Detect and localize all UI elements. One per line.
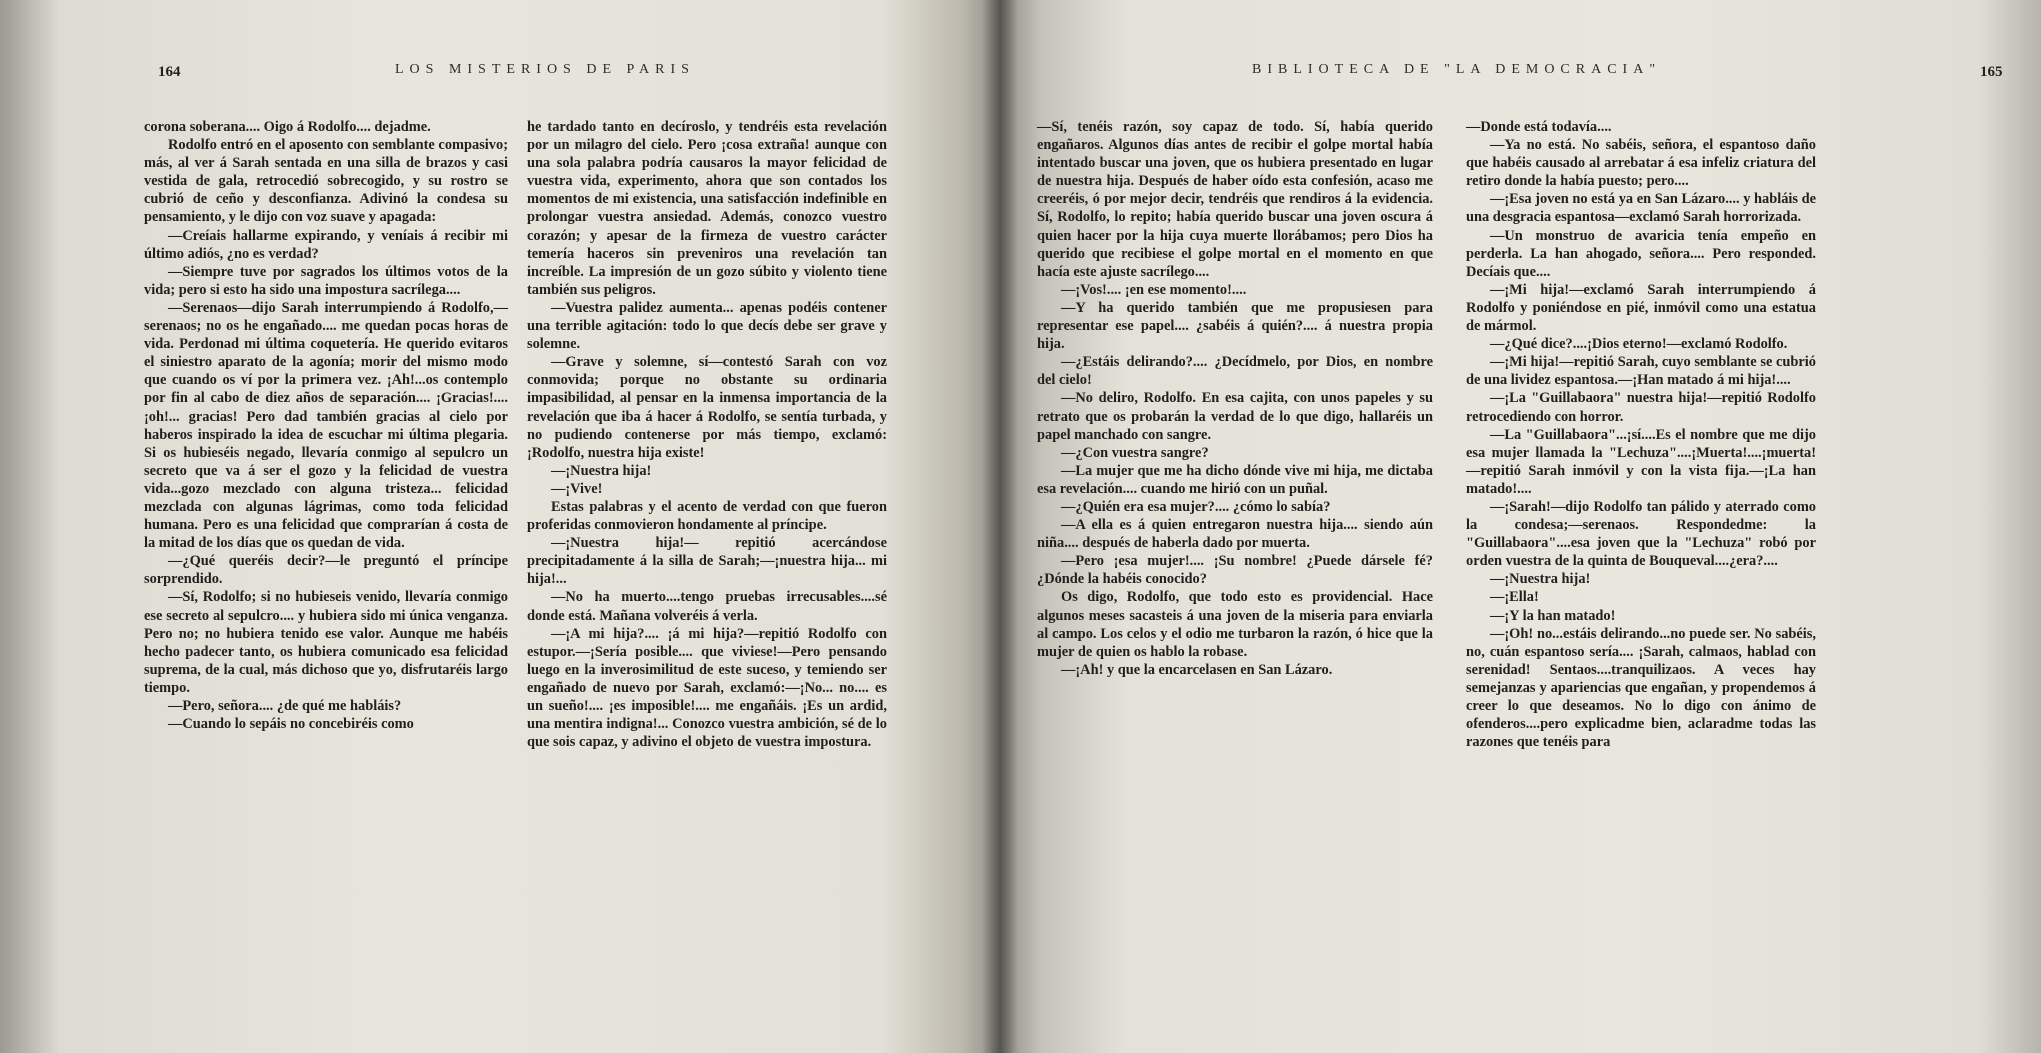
running-head: LOS MISTERIOS DE PARIS — [395, 62, 695, 77]
paragraph: —No deliro, Rodolfo. En esa cajita, con unos papeles y su retrato que os probarán la verdad de lo que digo, hallaréis un papel manchado con sangre. — [1037, 390, 1433, 443]
paragraph: —La mujer que me ha dicho dónde vive mi hija, me dictaba esa revelación.... cuando me hirió con un puñal. — [1037, 462, 1433, 497]
paragraph: —¡Mi hija!—repitió Sarah, cuyo semblante se cubrió de una lividez espantosa.—¡Han matado á mi hija!.... — [1466, 354, 1816, 389]
page-number: 164 — [158, 64, 181, 80]
paragraph: —Un monstruo de avaricia tenía empeño en perderla. La han ahogado, señora.... Pero responded. Decíais que.... — [1466, 227, 1816, 280]
paragraph: —Donde está todavía.... — [1466, 119, 1612, 135]
paragraph: —¿Qué queréis decir?—le preguntó el príncipe sorprendido. — [144, 553, 508, 588]
paragraph: Rodolfo entró en el aposento con semblante compasivo; más, al ver á Sarah sentada en una silla de brazos y casi vestida de gala, retrocedió sobrecogido, y su rostro se cubrió de ceño y desconfianza. Adivinó la condesa su pensamiento, y le dijo con voz suave y apagada: — [144, 137, 508, 226]
paragraph: —Serenaos—dijo Sarah interrumpiendo á Rodolfo,—serenaos; no os he engañado.... me quedan pocas horas de vida. Perdonad mi última coquetería. He querido evitaros el siniestro aparato de la agonía; morir del mismo modo que cuando os ví por la primera vez. ¡Ah!...os contemplo por fin al cabo de diez años de separación.... ¡Gracias!.... ¡oh!... gracias! Pero dad también gracias al cielo por haberos inspirado la idea de escuchar mi última plegaria. Si os hubieséis negado, llevaría conmigo al sepulcro un secreto que va á ser el gozo y la felicidad de vuestra vida...gozo mezclado con alguna tristeza... felicidad mezclada con algunas lágrimas, como toda felicidad humana. Pero es una felicidad que comprarían á costa de la mitad de los días que os quedan de vida. — [144, 299, 508, 552]
paragraph: —La "Guillabaora"...¡sí....Es el nombre que me dijo esa mujer llamada la "Lechuza"....¡Muerta!....¡muerta!—repitió Sarah inmóvil y con la vista fija.—¡La han matado!.... — [1466, 426, 1816, 497]
paragraph: —Ya no está. No sabéis, señora, el espantoso daño que habéis causado al arrebatar á esa infeliz criatura del retiro donde la había puesto; pero.... — [1466, 137, 1816, 190]
running-head: BIBLIOTECA DE "LA DEMOCRACIA" — [1252, 62, 1662, 77]
paragraph: —¡Mi hija!—exclamó Sarah interrumpiendo á Rodolfo y poniéndose en pié, inmóvil como una estatua de mármol. — [1466, 281, 1816, 335]
paragraph: —¡Nuestra hija!— repitió acercándose precipitadamente á la silla de Sarah;—¡nuestra hija... mi hija!... — [527, 535, 887, 588]
paragraph: —Vuestra palidez aumenta... apenas podéis contener una terrible agitación: todo lo que decís debe ser grave y solemne. — [527, 299, 887, 353]
paragraph: —Sí, Rodolfo; si no hubieseis venido, llevaría conmigo ese secreto al sepulcro.... y hubiera sido mi única venganza. Pero no; no hubiera tenido ese valor. Aunque me habéis hecho padecer tanto, os hubiera comunicado esa felicidad suprema, de la cual, más dichoso que yo, disfrutaréis largo tiempo. — [144, 589, 508, 696]
paragraph: —¡Nuestra hija! — [1490, 571, 1591, 588]
paragraph: —Y ha querido también que me propusiesen para representar ese papel.... ¿sabéis á quién?.... á nuestra propia hija. — [1037, 299, 1433, 353]
paragraph: —¡Ella! — [1490, 589, 1539, 606]
paragraph: —¡La "Guillabaora" nuestra hija!—repitió Rodolfo retrocediendo con horror. — [1466, 390, 1816, 425]
paragraph: —¡A mi hija?.... ¡á mi hija?—repitió Rodolfo con estupor.—¡Sería posible.... que viviese!—Pero pensando luego en la inverosimilitud de este suceso, y temiendo ser engañado de nuevo por Sarah, exclamó:—¡No... no.... es un sueño!.... ¡es imposible!.... me engañáis. ¡Es un ardid, una mentira indigna!... Conozco vuestra ambición, sé de lo que sois capaz, y adivino el objeto de vuestra impostura. — [527, 625, 887, 751]
text-column-right-1 — [1037, 118, 1433, 679]
text-column-left-2 — [527, 118, 887, 751]
paragraph: —Siempre tuve por sagrados los últimos votos de la vida; pero si esto ha sido una impostura sacrílega.... — [144, 263, 508, 298]
paragraph: —¡Ah! y que la encarcelasen en San Lázaro. — [1061, 661, 1333, 678]
text-column-left-1 — [144, 118, 508, 733]
paragraph: —A ella es á quien entregaron nuestra hija.... siendo aún niña.... después de haberla dado por muerta. — [1037, 517, 1433, 552]
paragraph: —¡Vos!.... ¡en ese momento!.... — [1061, 281, 1247, 298]
paragraph: —Creíais hallarme expirando, y veníais á recibir mi último adiós, ¿no es verdad? — [144, 227, 508, 262]
paragraph: —Cuando lo sepáis no concebiréis como — [168, 716, 414, 733]
paragraph: he tardado tanto en decíroslo, y tendréis esta revelación por un milagro del cielo. Pero ¡cosa extraña! aunque con una sola palabra podría causaros la mayor felicidad de vuestra vida, experimento, ahora que son contados los momentos de mi existencia, una satisfacción indefinible en prolongar vuestra ansiedad. Además, conozco vuestro corazón; y apesar de la firmeza de vuestro carácter temería haceros sin preveniros una revelación tan increíble. La impresión de un gozo súbito y violento tiene también sus peligros. — [527, 119, 887, 298]
paragraph: —¡Y la han matado! — [1490, 607, 1616, 624]
paragraph: —¿Qué dice?....¡Dios eterno!—exclamó Rodolfo. — [1490, 336, 1788, 353]
left-page — [0, 0, 1000, 1053]
paragraph: —Sí, tenéis razón, soy capaz de todo. Sí, había querido engañaros. Algunos días antes de recibir el golpe mortal había intentado buscar una joven, que os hubiera presentado en lugar de nuestra hija. Después de haber oído esta confesión, acaso me creeréis, ó por mejor decir, tendréis que rendiros á la evidencia. Sí, Rodolfo, lo repito; había querido buscar una joven oscura á quien hacer por la hija cuya muerte llorábamos; pero Dios ha querido que recibiese el golpe mortal en el momento en que hacía este ajuste sacrílego.... — [1037, 119, 1433, 280]
paragraph: corona soberana.... Oigo á Rodolfo.... dejadme. — [144, 119, 431, 135]
paragraph: Estas palabras y el acento de verdad con que fueron proferidas conmovieron hondamente al príncipe. — [527, 498, 887, 534]
page-number: 165 — [1980, 64, 2003, 80]
paragraph: —¡Esa joven no está ya en San Lázaro.... y habláis de una desgracia espantosa—exclamó Sarah horrorizada. — [1466, 191, 1816, 226]
paragraph: —¡Nuestra hija! — [551, 462, 652, 479]
paragraph: —¿Quién era esa mujer?.... ¿cómo lo sabía? — [1061, 498, 1331, 515]
text-column-right-2 — [1466, 118, 1816, 751]
paragraph: —No ha muerto....tengo pruebas irrecusables....sé donde está. Mañana volveréis á verla. — [527, 589, 887, 624]
paragraph: —Pero ¡esa mujer!.... ¡Su nombre! ¿Puede dársele fé? ¿Dónde la habéis conocido? — [1037, 553, 1433, 588]
paragraph: —Grave y solemne, sí—contestó Sarah con voz conmovida; porque no obstante su ordinaria impasibilidad, al pensar en la inmensa importancia de la revelación que iba á hacer á Rodolfo, se sentía turbada, y no pudiendo contenerse por más tiempo, exclamó: ¡Rodolfo, nuestra hija existe! — [527, 354, 887, 461]
paragraph: —¿Estáis delirando?.... ¿Decídmelo, por Dios, en nombre del cielo! — [1037, 354, 1433, 389]
paragraph: —¿Con vuestra sangre? — [1061, 444, 1209, 461]
paragraph: —¡Oh! no...estáis delirando...no puede ser. No sabéis, no, cuán espantoso sería.... ¡Sarah, calmaos, hablad con serenidad! Sentaos....tranquilizaos. A veces hay semejanzas y apariencias que engañan, y propendemos á creer lo que deseamos. No lo digo con ánimo de ofenderos....pero explicadme bien, aclaradme todas las razones que tenéis para — [1466, 625, 1816, 751]
book-gutter — [982, 0, 1018, 1053]
paragraph: —Pero, señora.... ¿de qué me habláis? — [168, 698, 402, 714]
paragraph: Os digo, Rodolfo, que todo esto es providencial. Hace algunos meses sacasteis á una joven de la miseria para enviarla al campo. Los celos y el odio me turbaron la razón, ó hice que la mujer de quien os hablo la robase. — [1037, 589, 1433, 660]
right-page — [1000, 0, 2041, 1053]
paragraph: —¡Vive! — [551, 480, 603, 497]
paragraph: —¡Sarah!—dijo Rodolfo tan pálido y aterrado como la condesa;—serenaos. Respondedme: la "Guillabaora"....esa joven que la "Lechuza" robó por orden vuestra de la quinta de Bouqueval....¿era?.... — [1466, 498, 1816, 570]
